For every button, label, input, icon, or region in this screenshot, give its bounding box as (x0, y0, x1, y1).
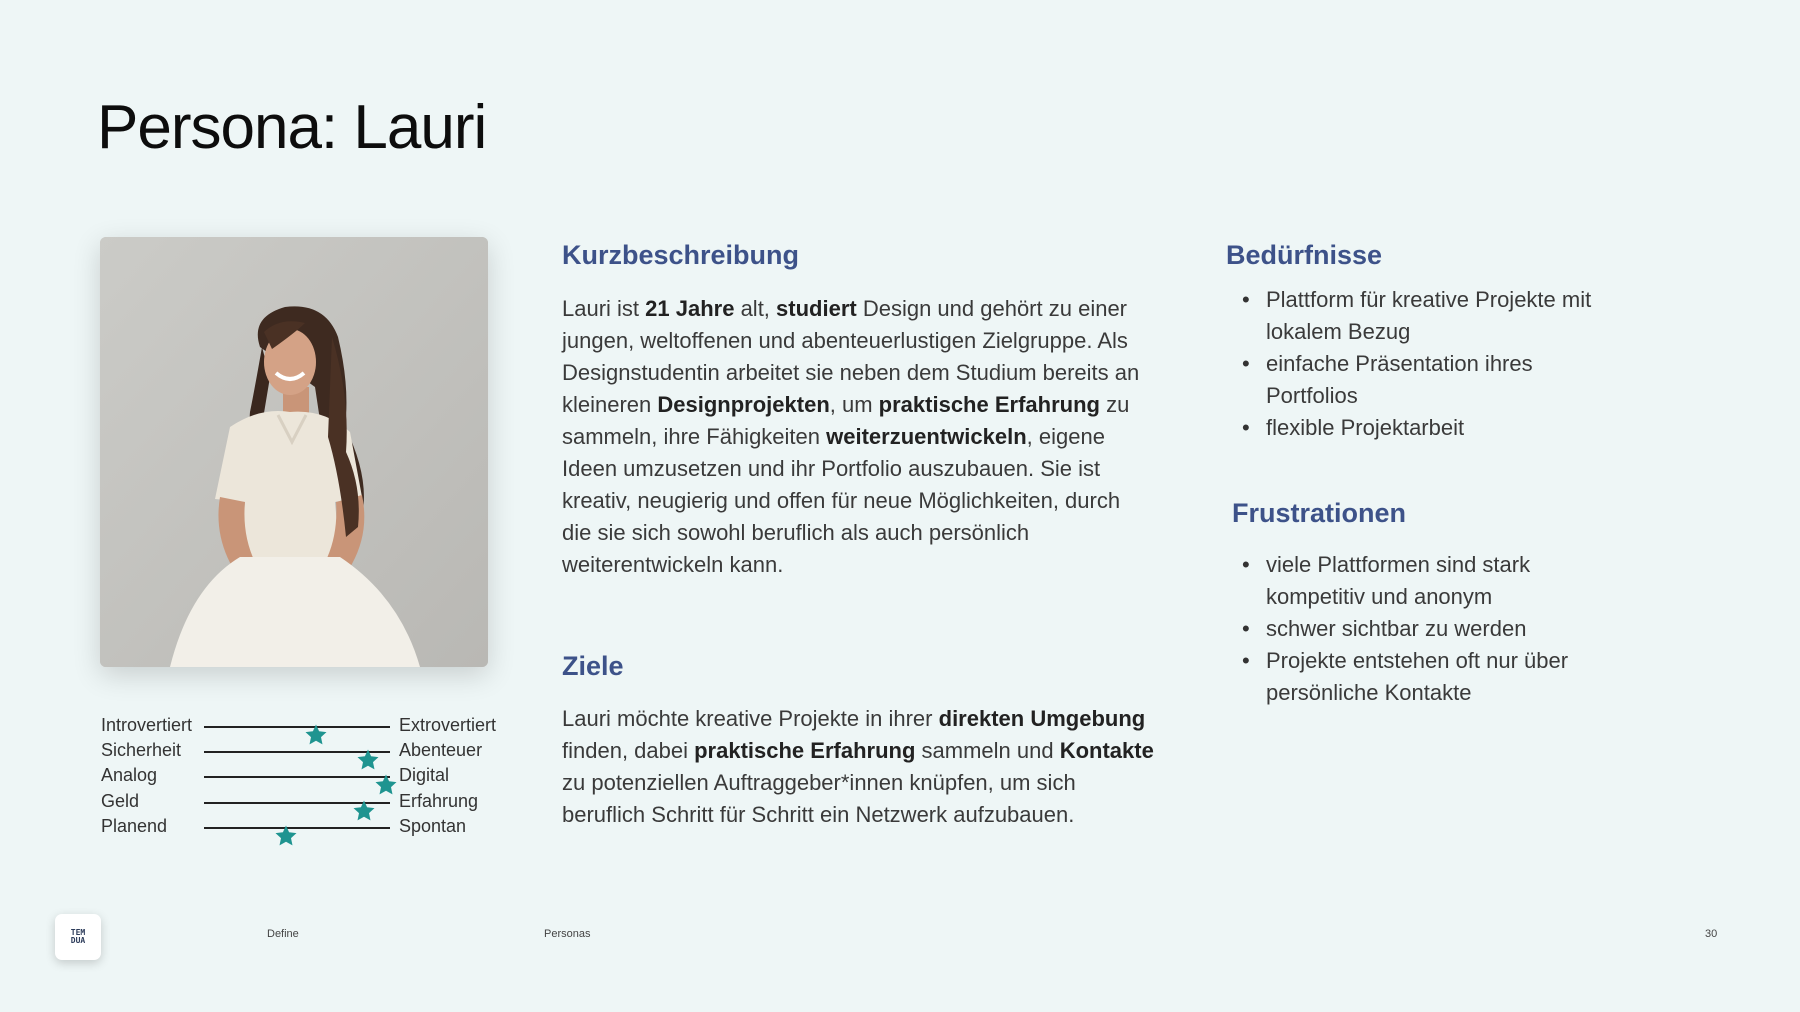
beduerfnisse-list (1226, 284, 1606, 444)
brand-logo[interactable] (55, 914, 101, 960)
logo-text-bottom: DUA (70, 936, 86, 945)
list-item: • schwer sichtbar zu werden (1226, 613, 1606, 645)
page-title: Persona: Lauri (97, 93, 487, 162)
trait-track (204, 751, 390, 753)
text-run: alt, (734, 296, 777, 321)
text-run: sammeln und (915, 738, 1060, 763)
footer-section: Define (267, 928, 299, 940)
trait-track (204, 776, 390, 778)
trait-slider-geld-erfahrung (101, 791, 521, 815)
portrait-illustration (100, 237, 488, 667)
ziele-text (562, 703, 1162, 831)
section-heading-kurzbeschreibung: Kurzbeschreibung (562, 240, 800, 270)
emphasis-text: weiterzuentwickeln (826, 424, 1027, 449)
page-number: 30 (1705, 928, 1718, 940)
trait-right-label: Abenteuer (399, 740, 483, 760)
trait-slider-planend-spontan (101, 816, 521, 840)
emphasis-text: studiert (776, 296, 857, 321)
trait-track (204, 726, 390, 728)
trait-slider-introvertiert-extrovertiert (101, 715, 521, 739)
emphasis-text: direkten Umgebung (938, 706, 1146, 731)
text-run: , eigene Ideen umzusetzen und ihr Portfolio auszubauen. Sie ist kreativ, neugierig und offen für neue Möglichkeiten, durch die sie sich sowohl beruflich als auch persönlich weiterentwickeln kann. (562, 424, 1121, 577)
text-run: Lauri ist (562, 296, 646, 321)
trait-left-label: Introvertiert (101, 715, 193, 735)
trait-track (204, 827, 390, 829)
list-item: • Projekte entstehen oft nur über persönliche Kontakte (1226, 645, 1606, 709)
list-item: • viele Plattformen sind stark kompetitiv und anonym (1226, 549, 1606, 613)
emphasis-text: 21 Jahre (645, 296, 735, 321)
trait-slider-analog-digital (101, 765, 521, 789)
emphasis-text: praktische Erfahrung (878, 392, 1100, 417)
logo-text-top: TEM (70, 928, 86, 937)
trait-left-label: Sicherheit (101, 740, 182, 760)
section-heading-frustrationen: Frustrationen (1232, 498, 1407, 528)
text-run: Design und gehört zu einer jungen, weltoffenen und abenteuerlustigen Zielgruppe. Als Designstudentin arbeitet sie neben dem Studium bereits an kleineren (562, 296, 1140, 417)
text-run: zu sammeln, ihre Fähigkeiten (562, 392, 1130, 449)
list-item: • Plattform für kreative Projekte mit lokalem Bezug (1226, 284, 1606, 348)
emphasis-text: Designprojekten (657, 392, 830, 417)
section-heading-beduerfnisse: Bedürfnisse (1226, 240, 1383, 270)
emphasis-text: Kontakte (1059, 738, 1154, 763)
trait-right-label: Spontan (399, 816, 467, 836)
trait-right-label: Extrovertiert (399, 715, 497, 735)
trait-left-label: Planend (101, 816, 168, 836)
persona-photo (100, 237, 488, 667)
trait-track (204, 802, 390, 804)
text-run: zu potenziellen Auftraggeber*innen knüpfen, um sich beruflich Schritt für Schritt ein Netzwerk aufzubauen. (562, 770, 1076, 827)
frustrationen-list (1226, 549, 1606, 709)
text-run: Lauri möchte kreative Projekte in ihrer (562, 706, 939, 731)
trait-slider-sicherheit-abenteuer (101, 740, 521, 764)
trait-right-label: Digital (399, 765, 450, 785)
trait-left-label: Geld (101, 791, 140, 811)
emphasis-text: praktische Erfahrung (694, 738, 916, 763)
footer-topic: Personas (544, 928, 591, 940)
trait-right-label: Erfahrung (399, 791, 479, 811)
list-item: • einfache Präsentation ihres Portfolios (1226, 348, 1606, 412)
kurzbeschreibung-text (562, 293, 1152, 581)
text-run: , um (829, 392, 879, 417)
section-heading-ziele: Ziele (562, 651, 624, 681)
trait-left-label: Analog (101, 765, 158, 785)
text-run: finden, dabei (562, 738, 695, 763)
star-marker-icon (274, 824, 298, 848)
list-item: • flexible Projektarbeit (1226, 412, 1606, 444)
